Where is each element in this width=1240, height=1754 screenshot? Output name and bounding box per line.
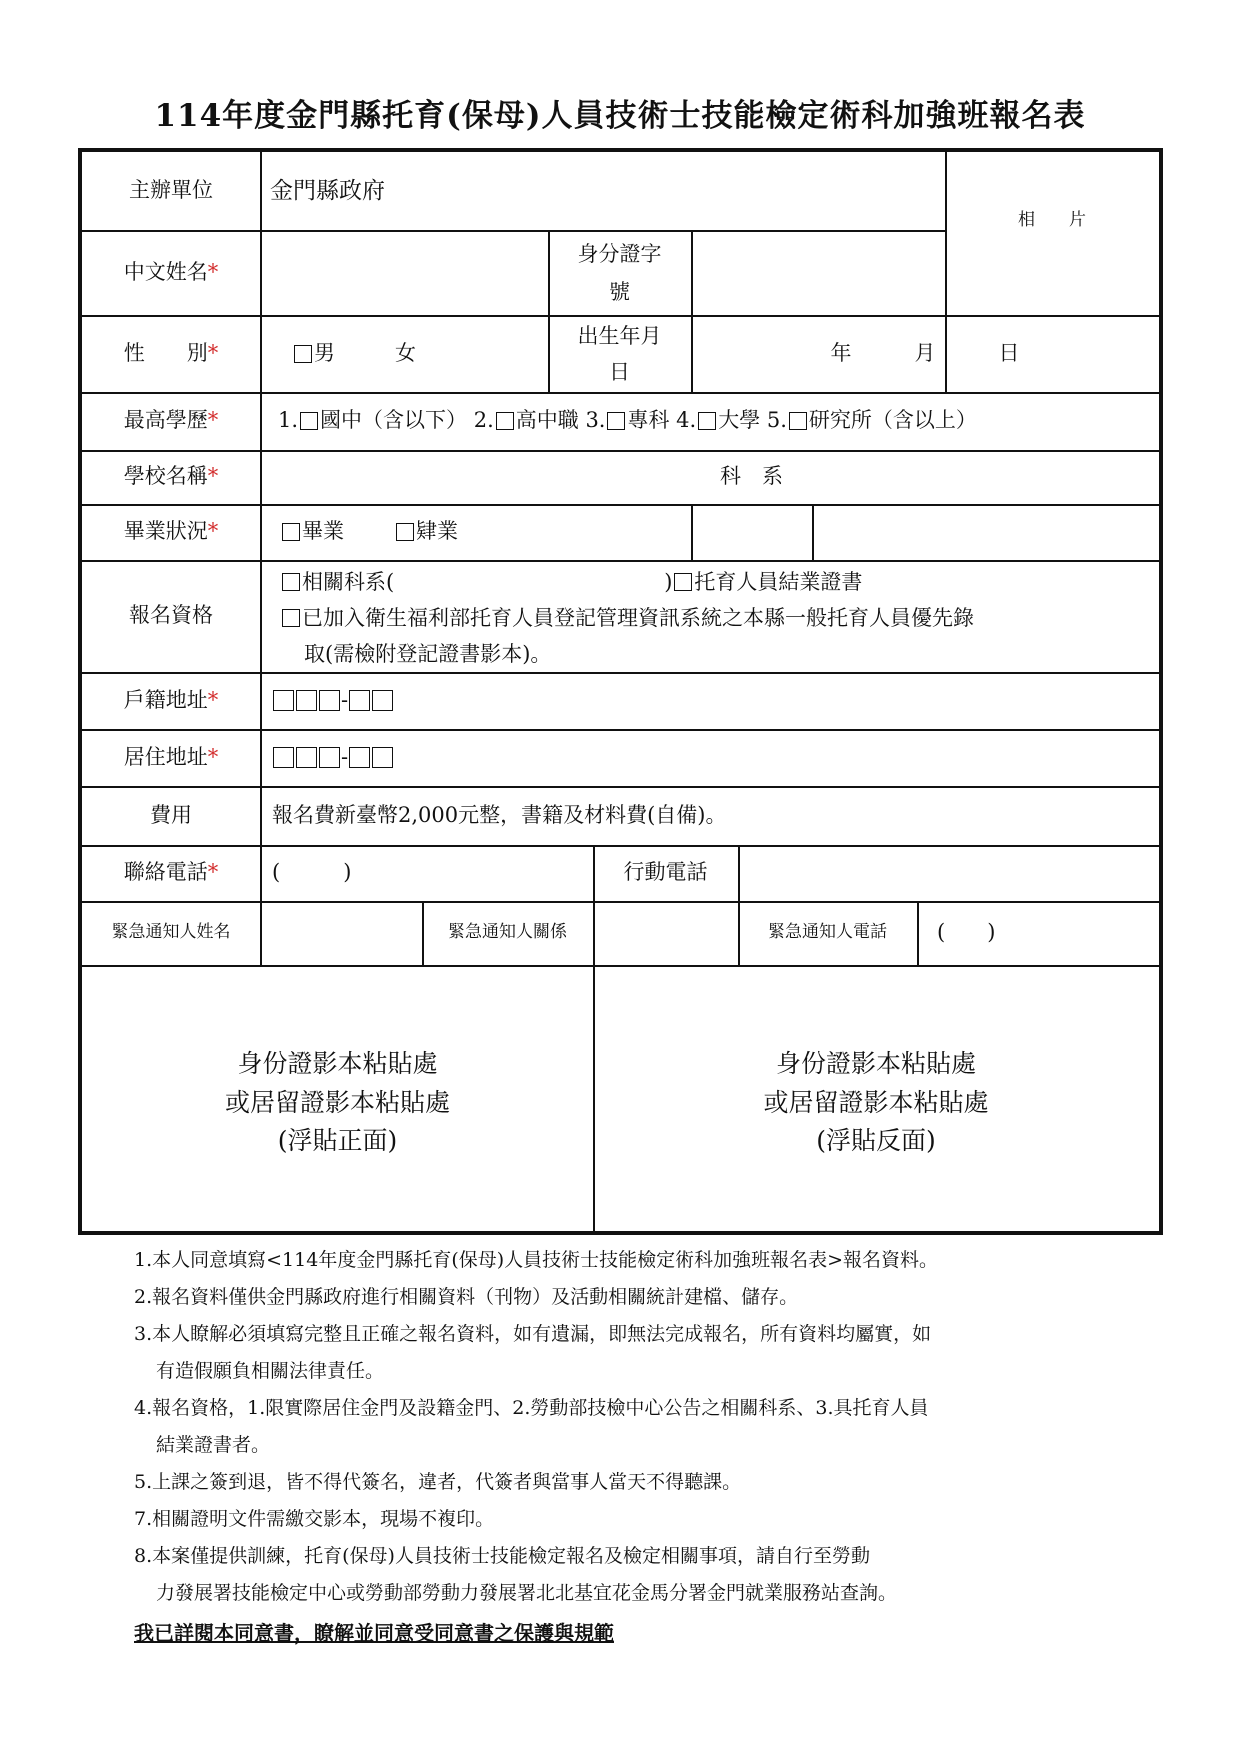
zip-digit-box[interactable]	[273, 690, 294, 711]
registered-checkbox[interactable]	[282, 609, 300, 627]
registered-label: 已加入衛生福利部托育人員登記管理資訊系統之本縣一般托育人員優先錄	[302, 606, 974, 630]
edu-prefix-1: 1.	[278, 408, 299, 433]
school-input[interactable]	[262, 452, 689, 502]
note-line: 2.報名資料僅供金門縣政府進行相關資料（刊物）及活動相關統計建檔、儲存。	[134, 1286, 799, 1308]
gender-female-label: 女	[395, 340, 416, 365]
education-label	[82, 392, 260, 450]
household-address-field[interactable]	[272, 672, 1152, 729]
emergency-phone-input[interactable]: ( )	[937, 920, 996, 945]
gender-options	[292, 315, 547, 392]
edu-label-2: 高中職 3.	[515, 408, 606, 433]
required-mark: *	[207, 687, 219, 712]
gender-male-label: 男	[314, 340, 335, 365]
note-item	[134, 1538, 1124, 1612]
residence-address-field[interactable]	[272, 729, 1152, 786]
qualification-line-3: 取(需檢附登記證書影本)。	[304, 642, 552, 666]
residence-address-label-text: 居住地址	[123, 744, 208, 769]
note-line-cont: 結業證書者。	[156, 1434, 271, 1456]
zip-separator: -	[341, 687, 349, 712]
edu-label-4: 大學 5.	[718, 408, 787, 433]
required-mark: *	[207, 464, 219, 489]
zip-digit-box[interactable]	[372, 690, 393, 711]
zip-digit-box[interactable]	[319, 747, 340, 768]
note-item	[134, 1242, 1124, 1279]
note-line-cont: 有造假願負相關法律責任。	[156, 1360, 385, 1382]
education-options	[278, 392, 1158, 450]
required-mark: *	[207, 519, 219, 544]
form-title: 114年度金門縣托育(保母)人員技術士技能檢定術科加強班報名表	[154, 98, 1086, 134]
qualification-label: 報名資格	[129, 603, 213, 628]
edu-university-checkbox[interactable]	[698, 412, 716, 430]
zip-digit-box[interactable]	[319, 690, 340, 711]
id-number-label	[548, 230, 691, 315]
birthdate-label	[548, 315, 691, 392]
related-dept-close: )	[664, 570, 673, 594]
note-line: 1.本人同意填寫<114年度金門縣托育(保母)人員技術士技能檢定術科加強班報名表>報名資料。	[134, 1249, 939, 1271]
zip-digit-box[interactable]	[372, 747, 393, 768]
registration-form	[78, 148, 1163, 1235]
zip-digit-box[interactable]	[349, 690, 370, 711]
edu-junior-high-checkbox[interactable]	[300, 412, 318, 430]
note-item	[134, 1390, 1124, 1464]
residence-address-label	[82, 729, 260, 786]
department-label: 科 系	[720, 464, 783, 489]
notes-list	[134, 1242, 1124, 1612]
qualification-line-1	[280, 564, 1150, 600]
zip-separator: -	[341, 744, 349, 769]
related-dept-checkbox[interactable]	[282, 573, 300, 591]
edu-label-3: 專科 4.	[627, 408, 697, 433]
zip-digit-box[interactable]	[273, 747, 294, 768]
name-input[interactable]	[262, 232, 546, 313]
not-graduated-checkbox[interactable]	[396, 523, 414, 541]
related-dept-label: 相關科系(	[302, 570, 395, 594]
graduation-options	[280, 504, 680, 560]
emergency-relation-label: 緊急通知人關係	[448, 922, 567, 943]
agreement-statement: 我已詳閱本同意書，瞭解並同意受同意書之保護與規範	[134, 1621, 614, 1645]
fee-value: 報名費新臺幣2,000元整，書籍及材料費(自備)。	[272, 802, 727, 827]
paste-back-line2: 或居留證影本粘貼處	[763, 1087, 989, 1117]
emergency-relation-input[interactable]	[595, 903, 736, 963]
name-label	[82, 230, 260, 315]
photo-area-label: 相 片	[1018, 210, 1086, 230]
id-front-paste-area	[82, 965, 593, 1231]
department-input[interactable]	[814, 452, 1157, 502]
required-mark: *	[207, 340, 219, 365]
paste-front-line3: (浮貼正面)	[277, 1126, 398, 1156]
mobile-input[interactable]	[740, 847, 1157, 899]
emergency-name-label: 緊急通知人姓名	[111, 922, 231, 943]
household-address-label	[82, 672, 260, 729]
qualification-line-2	[280, 600, 1150, 636]
gender-label	[82, 315, 260, 392]
gender-male-checkbox[interactable]	[294, 345, 312, 363]
id-number-label-line2: 號	[609, 279, 630, 304]
edu-college-checkbox[interactable]	[607, 412, 625, 430]
phone-input[interactable]: ( )	[272, 860, 352, 885]
paste-front-line1: 身份證影本粘貼處	[237, 1048, 438, 1078]
birthdate-input[interactable]: 年 月 日	[830, 340, 1020, 365]
not-graduated-label: 肄業	[416, 519, 458, 544]
note-item	[134, 1501, 1124, 1538]
household-address-label-text: 戶籍地址	[123, 687, 208, 712]
graduated-label: 畢業	[302, 519, 344, 544]
note-item	[134, 1279, 1124, 1316]
note-item	[134, 1316, 1124, 1390]
required-mark: *	[207, 408, 219, 433]
id-number-label-line1: 身分證字	[577, 241, 662, 266]
note-item	[134, 1464, 1124, 1501]
emergency-name-input[interactable]	[262, 903, 420, 963]
birthdate-label-line1: 出生年月	[577, 323, 662, 348]
edu-high-school-checkbox[interactable]	[496, 412, 514, 430]
required-mark: *	[207, 860, 219, 885]
gender-label-text: 性 別	[123, 340, 208, 365]
paste-front-line2: 或居留證影本粘貼處	[224, 1087, 450, 1117]
birthdate-label-line2: 日	[609, 359, 630, 384]
id-number-input[interactable]	[693, 232, 943, 313]
id-back-paste-area	[593, 965, 1159, 1231]
zip-digit-box[interactable]	[349, 747, 370, 768]
graduation-label-text: 畢業狀況	[123, 519, 208, 544]
graduation-label	[82, 504, 260, 560]
note-line: 8.本案僅提供訓練，托育(保母)人員技術士技能檢定報名及檢定相關事項，請自行至勞動	[134, 1545, 870, 1567]
required-mark: *	[207, 259, 219, 284]
emergency-phone-label: 緊急通知人電話	[768, 922, 887, 943]
phone-label	[82, 845, 260, 901]
education-label-text: 最高學歷	[123, 408, 208, 433]
note-line: 7.相關證明文件需繳交影本，現場不複印。	[134, 1508, 495, 1530]
edu-graduate-checkbox[interactable]	[789, 412, 807, 430]
organizer-value: 金門縣政府	[270, 177, 385, 204]
zip-digit-box[interactable]	[296, 747, 317, 768]
graduated-checkbox[interactable]	[282, 523, 300, 541]
fee-label: 費用	[150, 802, 192, 827]
paste-back-line3: (浮貼反面)	[816, 1126, 936, 1156]
edu-label-1: 國中（含以下） 2.	[320, 408, 494, 433]
note-line: 3.本人瞭解必須填寫完整且正確之報名資料，如有遺漏，即無法完成報名，所有資料均屬實，如	[134, 1323, 932, 1345]
note-line: 5.上課之簽到退，皆不得代簽名，違者，代簽者與當事人當天不得聽課。	[134, 1471, 742, 1493]
school-label	[82, 450, 260, 504]
qualification-options	[280, 564, 1150, 672]
note-line: 4.報名資格，1.限實際居住金門及設籍金門、2.勞動部技檢中心公告之相關科系、3.具托育人員	[134, 1397, 929, 1419]
school-label-text: 學校名稱	[123, 464, 208, 489]
organizer-label: 主辦單位	[129, 178, 213, 203]
phone-label-text: 聯絡電話	[123, 860, 208, 885]
certificate-label: 托育人員結業證書	[694, 570, 863, 594]
edu-label-5: 研究所（含以上）	[808, 408, 977, 433]
zip-digit-box[interactable]	[296, 690, 317, 711]
mobile-label: 行動電話	[623, 860, 708, 885]
certificate-checkbox[interactable]	[674, 573, 692, 591]
note-line-cont: 力發展署技能檢定中心或勞動部勞動力發展署北北基宜花金馬分署金門就業服務站查詢。	[156, 1582, 898, 1604]
name-label-text: 中文姓名	[123, 259, 208, 284]
paste-back-line1: 身份證影本粘貼處	[775, 1048, 976, 1078]
required-mark: *	[207, 744, 219, 769]
